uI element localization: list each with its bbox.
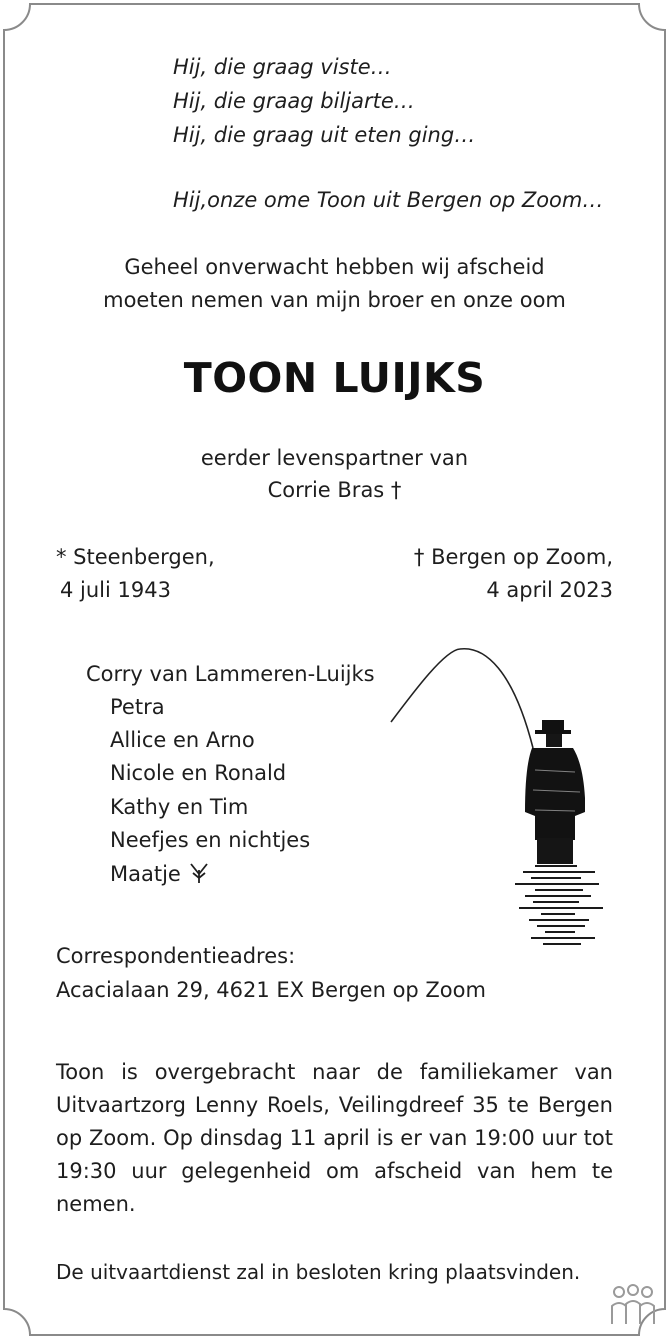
family-member: Neefjes en nichtjes — [110, 828, 311, 852]
family-member: Petra — [110, 695, 165, 719]
family-member-maatje — [110, 861, 210, 886]
closing-line: De uitvaartdienst zal in besloten kring plaatsvinden. — [56, 1260, 581, 1284]
y-rune-icon — [188, 861, 210, 885]
partner-line: eerder levenspartner van — [200, 446, 469, 470]
death-place: † Bergen op Zoom, — [413, 545, 613, 569]
death-date: 4 april 2023 — [486, 578, 613, 602]
intro-line-1: Geheel onverwacht hebben wij afscheid — [124, 255, 545, 279]
notice-paragraph: Toon is overgebracht naar de familiekamer van Uitvaartzorg Lenny Roels, Veilingdreef 35 te Bergen op Zoom. Op dinsdag 11 april is er van 19:00 uur tot 19:30 uur gelegenheid om afscheid van hem te nemen. — [56, 1060, 613, 1216]
family-head: Corry van Lammeren-Luijks — [86, 662, 375, 686]
birth-place: * Steenbergen, — [56, 545, 215, 569]
correspondence-label: Correspondentieadres: — [56, 944, 296, 968]
poem-line-1: Hij, die graag viste… — [173, 55, 392, 79]
family-member: Kathy en Tim — [110, 795, 249, 819]
birth-date: 4 juli 1943 — [60, 578, 171, 602]
intro-line-2: moeten nemen van mijn broer en onze oom — [103, 288, 566, 312]
poem-line-4: Hij,onze ome Toon uit Bergen op Zoom… — [173, 188, 604, 212]
family-people-icon — [609, 1284, 657, 1326]
correspondence-address: Acacialaan 29, 4621 EX Bergen op Zoom — [56, 978, 486, 1002]
poem-line-3: Hij, die graag uit eten ging… — [173, 123, 476, 147]
deceased-name: TOON LUIJKS — [183, 354, 486, 402]
family-member: Nicole en Ronald — [110, 761, 287, 785]
family-member: Allice en Arno — [110, 728, 255, 752]
fisherman-illustration — [385, 640, 615, 955]
family-member-label: Maatje — [110, 862, 181, 886]
poem-line-2: Hij, die graag biljarte… — [173, 89, 415, 113]
partner-name: Corrie Bras † — [267, 478, 402, 502]
